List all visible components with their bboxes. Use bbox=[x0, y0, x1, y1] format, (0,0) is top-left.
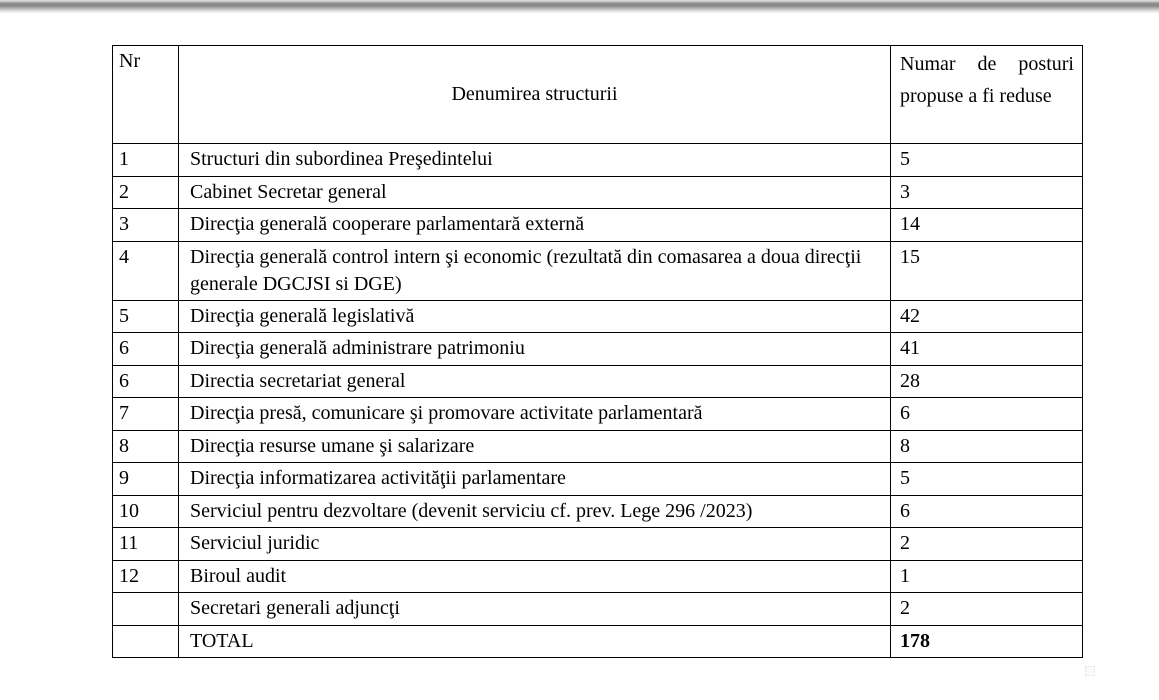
cell-structure-name: Direcţia resurse umane şi salarizare bbox=[179, 430, 891, 463]
table-row bbox=[113, 463, 1083, 496]
cell-structure-name: Structuri din subordinea Preşedintelui bbox=[179, 144, 891, 177]
table-resize-handle[interactable] bbox=[1085, 666, 1095, 676]
cell-structure-name: Secretari generali adjuncţi bbox=[179, 593, 891, 626]
table-row bbox=[113, 430, 1083, 463]
cell-row-number: 7 bbox=[113, 398, 179, 431]
cell-posts-count: 8 bbox=[891, 430, 1083, 463]
cell-row-number: 4 bbox=[113, 241, 179, 300]
cell-posts-count: 42 bbox=[891, 300, 1083, 333]
table-row bbox=[113, 144, 1083, 177]
table-row bbox=[113, 495, 1083, 528]
cell-posts-count: 14 bbox=[891, 209, 1083, 242]
table-row bbox=[113, 365, 1083, 398]
cell-row-number: 1 bbox=[113, 144, 179, 177]
table-row bbox=[113, 625, 1083, 658]
cell-row-number: 9 bbox=[113, 463, 179, 496]
cell-structure-name: Cabinet Secretar general bbox=[179, 176, 891, 209]
cell-row-number: 6 bbox=[113, 365, 179, 398]
cell-structure-name: Biroul audit bbox=[179, 560, 891, 593]
cell-posts-count: 3 bbox=[891, 176, 1083, 209]
cell-posts-count: 2 bbox=[891, 528, 1083, 561]
table-row bbox=[113, 209, 1083, 242]
cell-posts-count: 15 bbox=[891, 241, 1083, 300]
table-row bbox=[113, 300, 1083, 333]
cell-structure-name: Direcţia generală administrare patrimoniu bbox=[179, 333, 891, 366]
table-row bbox=[113, 560, 1083, 593]
table-row bbox=[113, 241, 1083, 300]
table-row bbox=[113, 398, 1083, 431]
cell-posts-count: 28 bbox=[891, 365, 1083, 398]
cell-posts-count: 2 bbox=[891, 593, 1083, 626]
cell-structure-name: Direcţia generală cooperare parlamentară externă bbox=[179, 209, 891, 242]
cell-row-number: 5 bbox=[113, 300, 179, 333]
table-row bbox=[113, 528, 1083, 561]
cell-row-number: 10 bbox=[113, 495, 179, 528]
cell-posts-count: 41 bbox=[891, 333, 1083, 366]
cell-posts-count: 6 bbox=[891, 398, 1083, 431]
header-row bbox=[113, 46, 1083, 144]
table-row bbox=[113, 593, 1083, 626]
cell-row-number: 6 bbox=[113, 333, 179, 366]
table-body bbox=[113, 144, 1083, 658]
table-row bbox=[113, 176, 1083, 209]
cell-posts-count: 178 bbox=[891, 625, 1083, 658]
cell-structure-name: Direcţia generală control intern şi economic (rezultată din comasarea a doua direcţii generale DGCJSI si DGE) bbox=[179, 241, 891, 300]
cell-posts-count: 5 bbox=[891, 144, 1083, 177]
window-top-edge bbox=[0, 0, 1159, 14]
cell-row-number: 12 bbox=[113, 560, 179, 593]
cell-row-number bbox=[113, 593, 179, 626]
cell-row-number: 8 bbox=[113, 430, 179, 463]
cell-posts-count: 5 bbox=[891, 463, 1083, 496]
cell-structure-name: Direcţia informatizarea activităţii parlamentare bbox=[179, 463, 891, 496]
cell-posts-count: 1 bbox=[891, 560, 1083, 593]
cell-structure-name: Directia secretariat general bbox=[179, 365, 891, 398]
cell-row-number: 3 bbox=[113, 209, 179, 242]
cell-structure-name: Direcţia presă, comunicare şi promovare activitate parlamentară bbox=[179, 398, 891, 431]
header-posts-to-reduce: Numar de posturi propuse a fi reduse bbox=[891, 46, 1083, 144]
cell-structure-name: Serviciul juridic bbox=[179, 528, 891, 561]
cell-structure-name: Serviciul pentru dezvoltare (devenit serviciu cf. prev. Lege 296 /2023) bbox=[179, 495, 891, 528]
posts-reduction-table bbox=[112, 45, 1083, 658]
cell-row-number: 11 bbox=[113, 528, 179, 561]
cell-structure-name: TOTAL bbox=[179, 625, 891, 658]
header-nr: Nr bbox=[113, 46, 179, 144]
cell-structure-name: Direcţia generală legislativă bbox=[179, 300, 891, 333]
header-structure-name: Denumirea structurii bbox=[179, 46, 891, 144]
cell-posts-count: 6 bbox=[891, 495, 1083, 528]
cell-row-number: 2 bbox=[113, 176, 179, 209]
cell-row-number bbox=[113, 625, 179, 658]
table-row bbox=[113, 333, 1083, 366]
